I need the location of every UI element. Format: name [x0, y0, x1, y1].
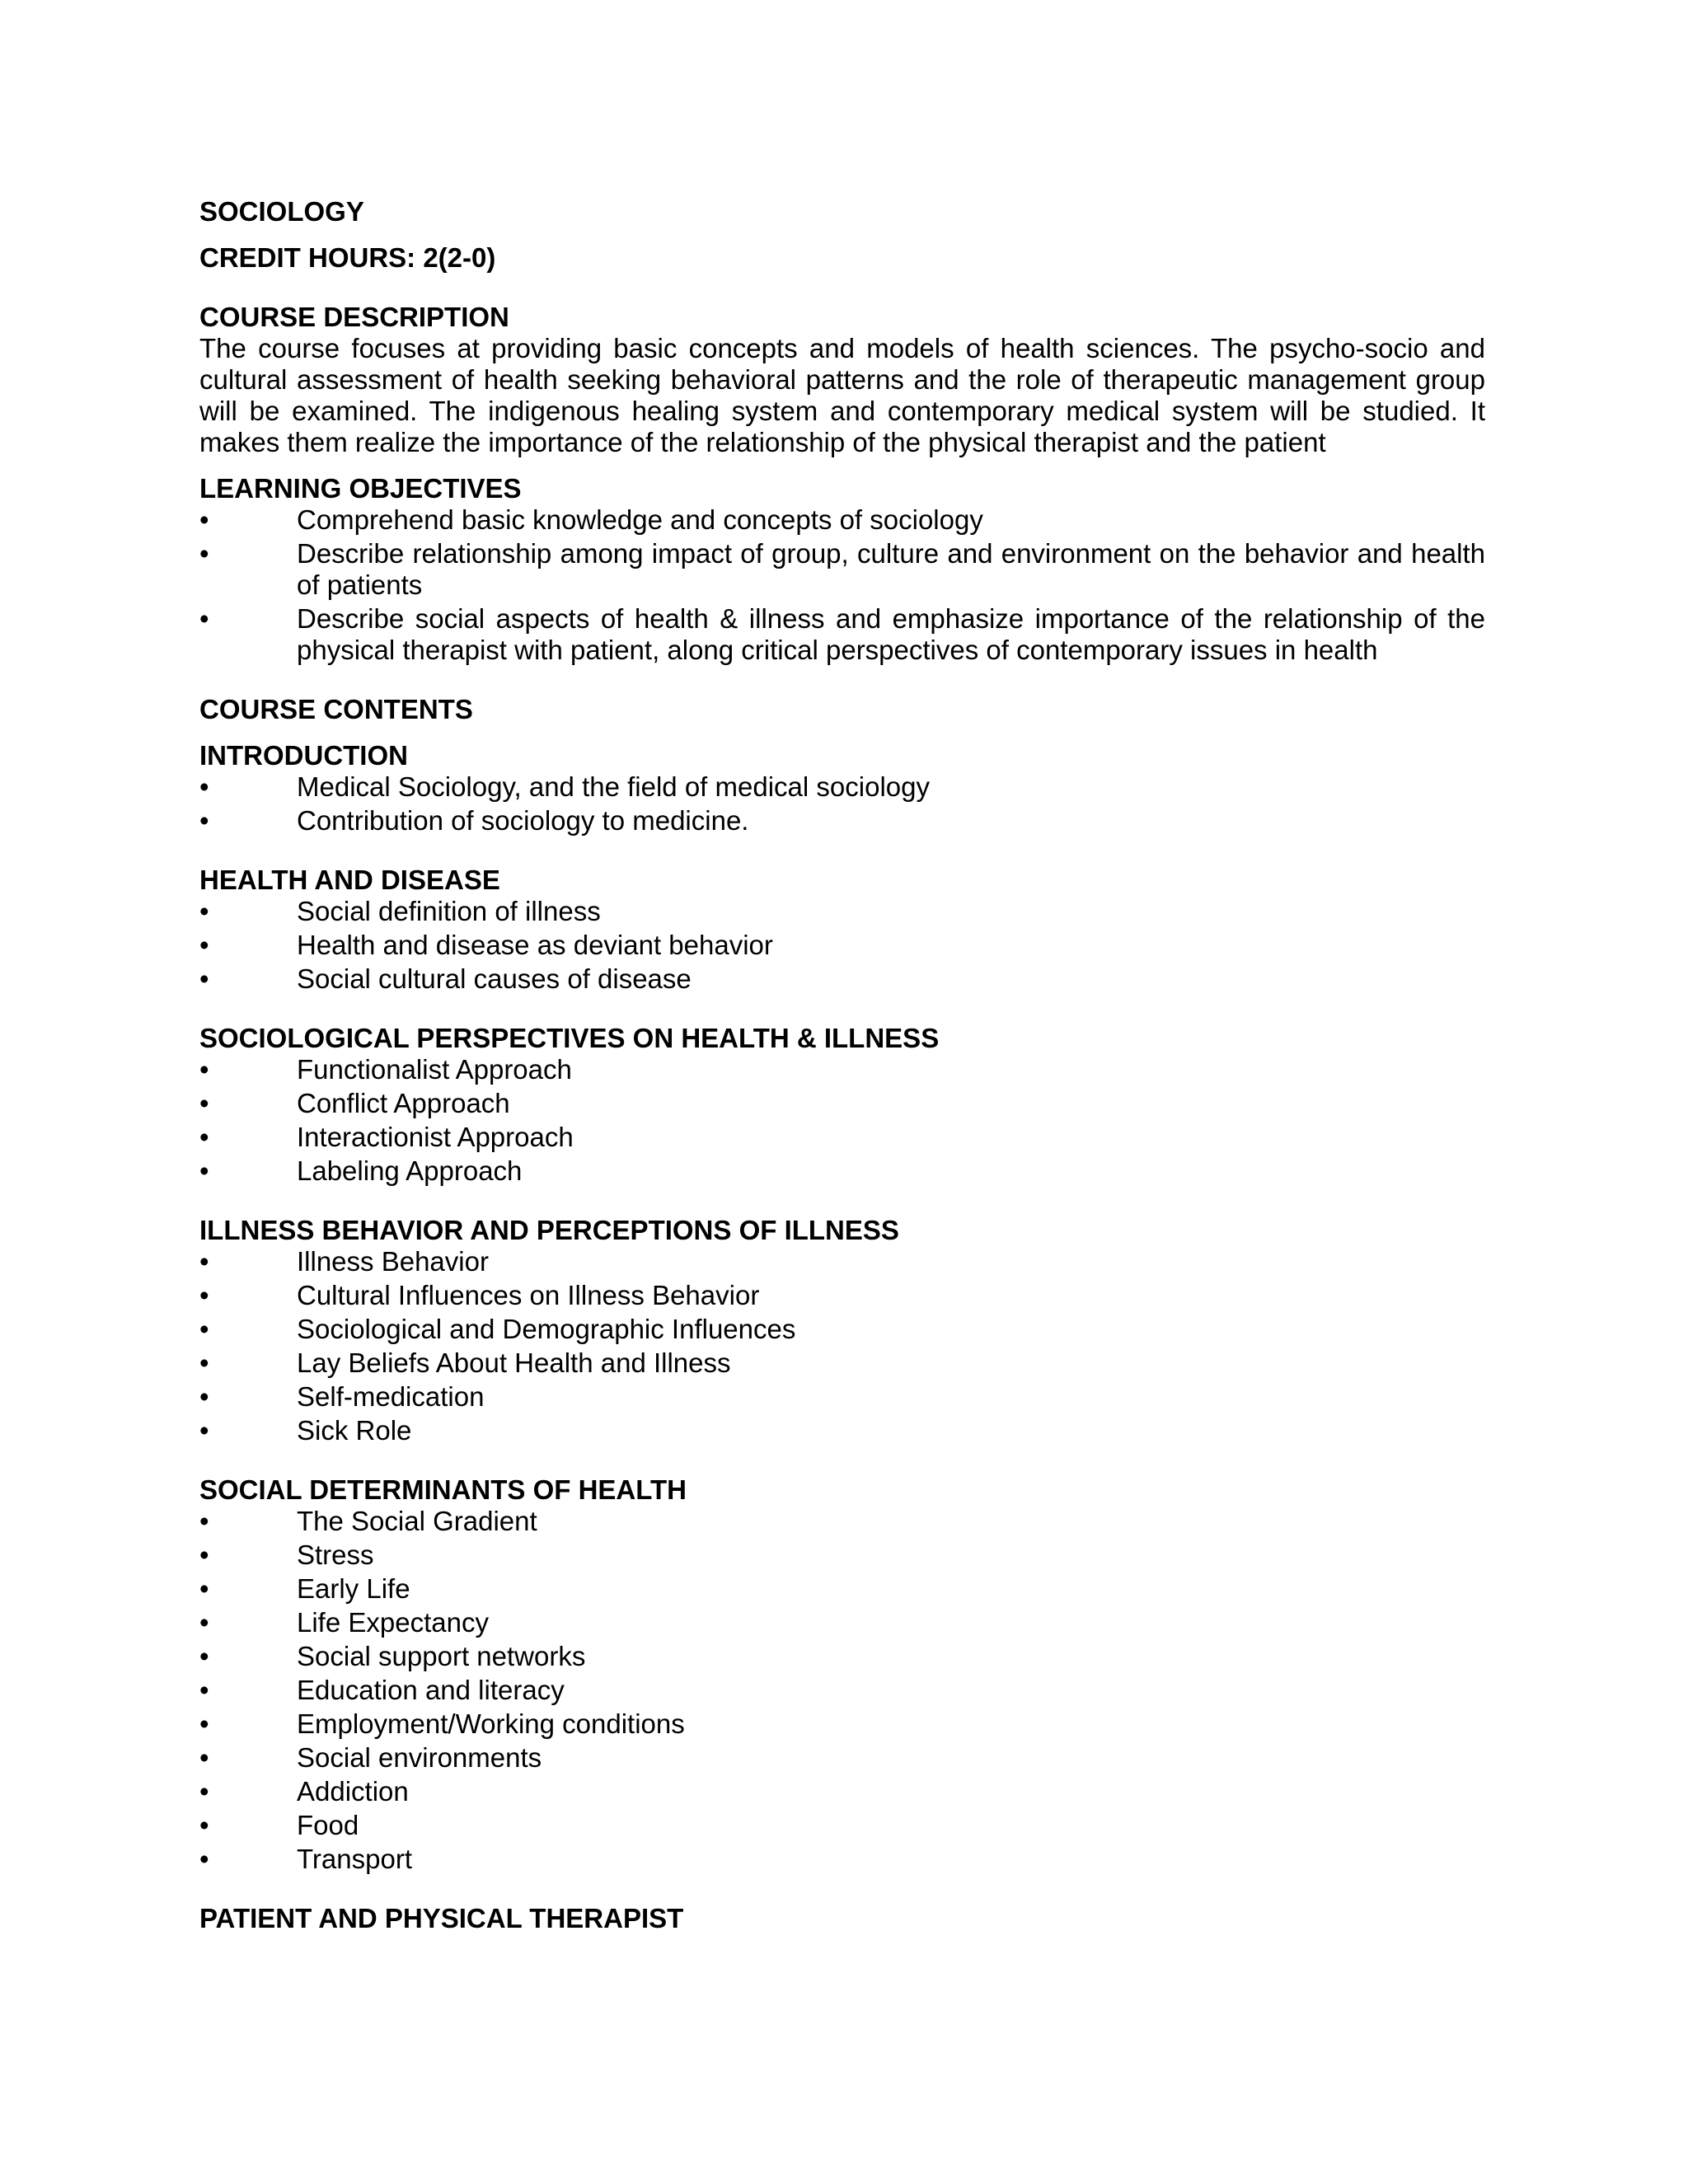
list-item-text: Conflict Approach — [297, 1088, 510, 1118]
learning-objectives-list — [199, 504, 1485, 666]
list-item — [199, 1246, 1485, 1277]
section-heading: INTRODUCTION — [199, 740, 408, 771]
bullet-icon: • — [199, 504, 209, 535]
list-item-text: Functionalist Approach — [297, 1054, 572, 1085]
bullet-icon: • — [199, 1280, 209, 1310]
list-item-text: The Social Gradient — [297, 1506, 537, 1536]
list-item — [199, 1054, 1485, 1085]
list-item-text: Sociological and Demographic Influences — [297, 1314, 796, 1344]
list-item-text: Self-medication — [297, 1381, 485, 1412]
list-item-text: Labeling Approach — [297, 1155, 523, 1186]
section-heading: SOCIOLOGICAL PERSPECTIVES ON HEALTH & ILLNESS — [199, 1023, 940, 1053]
list-item — [199, 1347, 1485, 1379]
bullet-icon: • — [199, 1415, 209, 1446]
bullet-icon: • — [199, 538, 209, 569]
list-item-text: Social cultural causes of disease — [297, 963, 692, 994]
list-item — [199, 1607, 1485, 1638]
list-item-text: Contribution of sociology to medicine. — [297, 805, 749, 836]
bullet-icon: • — [199, 603, 209, 634]
section-list — [199, 1054, 1485, 1187]
list-item-text: Describe social aspects of health & illness and emphasize importance of the relationship of the physical therapist with patient, along critical perspectives of contemporary issues in health — [297, 603, 1485, 665]
list-item — [199, 930, 1485, 961]
list-item — [199, 1155, 1485, 1187]
list-item — [199, 1506, 1485, 1537]
bullet-icon: • — [199, 1314, 209, 1344]
list-item-text: Employment/Working conditions — [297, 1708, 685, 1739]
list-item-text: Education and literacy — [297, 1675, 565, 1705]
section-introduction — [199, 740, 1485, 837]
bullet-icon: • — [199, 1742, 209, 1773]
bullet-icon: • — [199, 896, 209, 926]
bullet-icon: • — [199, 1088, 209, 1118]
course-description-heading: COURSE DESCRIPTION — [199, 302, 509, 332]
bullet-icon: • — [199, 1381, 209, 1412]
list-item-text: Illness Behavior — [297, 1246, 489, 1277]
list-item-text: Transport — [297, 1844, 412, 1874]
section-heading: SOCIAL DETERMINANTS OF HEALTH — [199, 1474, 687, 1505]
bullet-icon: • — [199, 930, 209, 960]
list-item — [199, 1415, 1485, 1446]
list-item — [199, 1088, 1485, 1119]
list-item-text: Interactionist Approach — [297, 1122, 574, 1152]
course-description-text: The course focuses at providing basic concepts and models of health sciences. The psycho-socio and cultural assessment of health seeking behavioral patterns and the role of therapeutic management group will be examined. The indigenous healing system and contemporary medical system will be studied. It makes them realize the importance of the relationship of the physical therapist and the patient — [199, 333, 1485, 457]
bullet-icon: • — [199, 1810, 209, 1840]
bullet-icon: • — [199, 1506, 209, 1536]
list-item — [199, 963, 1485, 995]
bullet-icon: • — [199, 1844, 209, 1874]
bullet-icon: • — [199, 1540, 209, 1570]
list-item — [199, 504, 1485, 536]
bullet-icon: • — [199, 1708, 209, 1739]
course-title: SOCIOLOGY — [199, 196, 364, 227]
list-item-text: Stress — [297, 1540, 374, 1570]
bullet-icon: • — [199, 1573, 209, 1604]
section-sociological-perspectives — [199, 1023, 1485, 1187]
bullet-icon: • — [199, 771, 209, 802]
list-item — [199, 1675, 1485, 1706]
section-heading: ILLNESS BEHAVIOR AND PERCEPTIONS OF ILLNESS — [199, 1215, 899, 1245]
list-item-text: Life Expectancy — [297, 1607, 489, 1638]
list-item-text: Comprehend basic knowledge and concepts of sociology — [297, 504, 983, 535]
bullet-icon: • — [199, 963, 209, 994]
section-heading: PATIENT AND PHYSICAL THERAPIST — [199, 1903, 684, 1933]
list-item — [199, 1122, 1485, 1153]
list-item — [199, 1810, 1485, 1841]
bullet-icon: • — [199, 1641, 209, 1671]
list-item — [199, 896, 1485, 927]
list-item — [199, 1280, 1485, 1311]
list-item-text: Social environments — [297, 1742, 542, 1773]
document-content — [199, 196, 1485, 1934]
list-item — [199, 538, 1485, 601]
list-item — [199, 1540, 1485, 1571]
list-item — [199, 1381, 1485, 1413]
list-item — [199, 805, 1485, 837]
list-item-text: Medical Sociology, and the field of medical sociology — [297, 771, 930, 802]
list-item-text: Lay Beliefs About Health and Illness — [297, 1347, 731, 1378]
bullet-icon: • — [199, 1246, 209, 1277]
section-list — [199, 896, 1485, 995]
bullet-icon: • — [199, 1607, 209, 1638]
section-illness-behavior — [199, 1215, 1485, 1446]
list-item — [199, 1641, 1485, 1672]
course-contents-heading: COURSE CONTENTS — [199, 694, 473, 724]
bullet-icon: • — [199, 1776, 209, 1807]
bullet-icon: • — [199, 1347, 209, 1378]
credit-hours: CREDIT HOURS: 2(2-0) — [199, 242, 496, 273]
list-item-text: Cultural Influences on Illness Behavior — [297, 1280, 760, 1310]
list-item — [199, 1573, 1485, 1605]
bullet-icon: • — [199, 1054, 209, 1085]
list-item — [199, 1742, 1485, 1774]
section-heading: HEALTH AND DISEASE — [199, 865, 500, 895]
section-list — [199, 771, 1485, 837]
bullet-icon: • — [199, 1675, 209, 1705]
bullet-icon: • — [199, 805, 209, 836]
list-item-text: Health and disease as deviant behavior — [297, 930, 773, 960]
list-item-text: Social support networks — [297, 1641, 586, 1671]
list-item — [199, 603, 1485, 666]
list-item-text: Food — [297, 1810, 359, 1840]
list-item-text: Social definition of illness — [297, 896, 601, 926]
list-item-text: Early Life — [297, 1573, 410, 1604]
section-patient-and-physical-therapist — [199, 1903, 1485, 1934]
section-list — [199, 1506, 1485, 1875]
bullet-icon: • — [199, 1155, 209, 1186]
list-item — [199, 1314, 1485, 1345]
list-item-text: Sick Role — [297, 1415, 412, 1446]
section-health-and-disease — [199, 865, 1485, 995]
bullet-icon: • — [199, 1122, 209, 1152]
list-item — [199, 771, 1485, 803]
list-item-text: Describe relationship among impact of group, culture and environment on the behavior and health of patients — [297, 538, 1485, 600]
list-item-text: Addiction — [297, 1776, 409, 1807]
section-social-determinants — [199, 1474, 1485, 1875]
list-item — [199, 1844, 1485, 1875]
list-item — [199, 1776, 1485, 1807]
list-item — [199, 1708, 1485, 1740]
section-list — [199, 1246, 1485, 1446]
learning-objectives-heading: LEARNING OBJECTIVES — [199, 473, 522, 504]
